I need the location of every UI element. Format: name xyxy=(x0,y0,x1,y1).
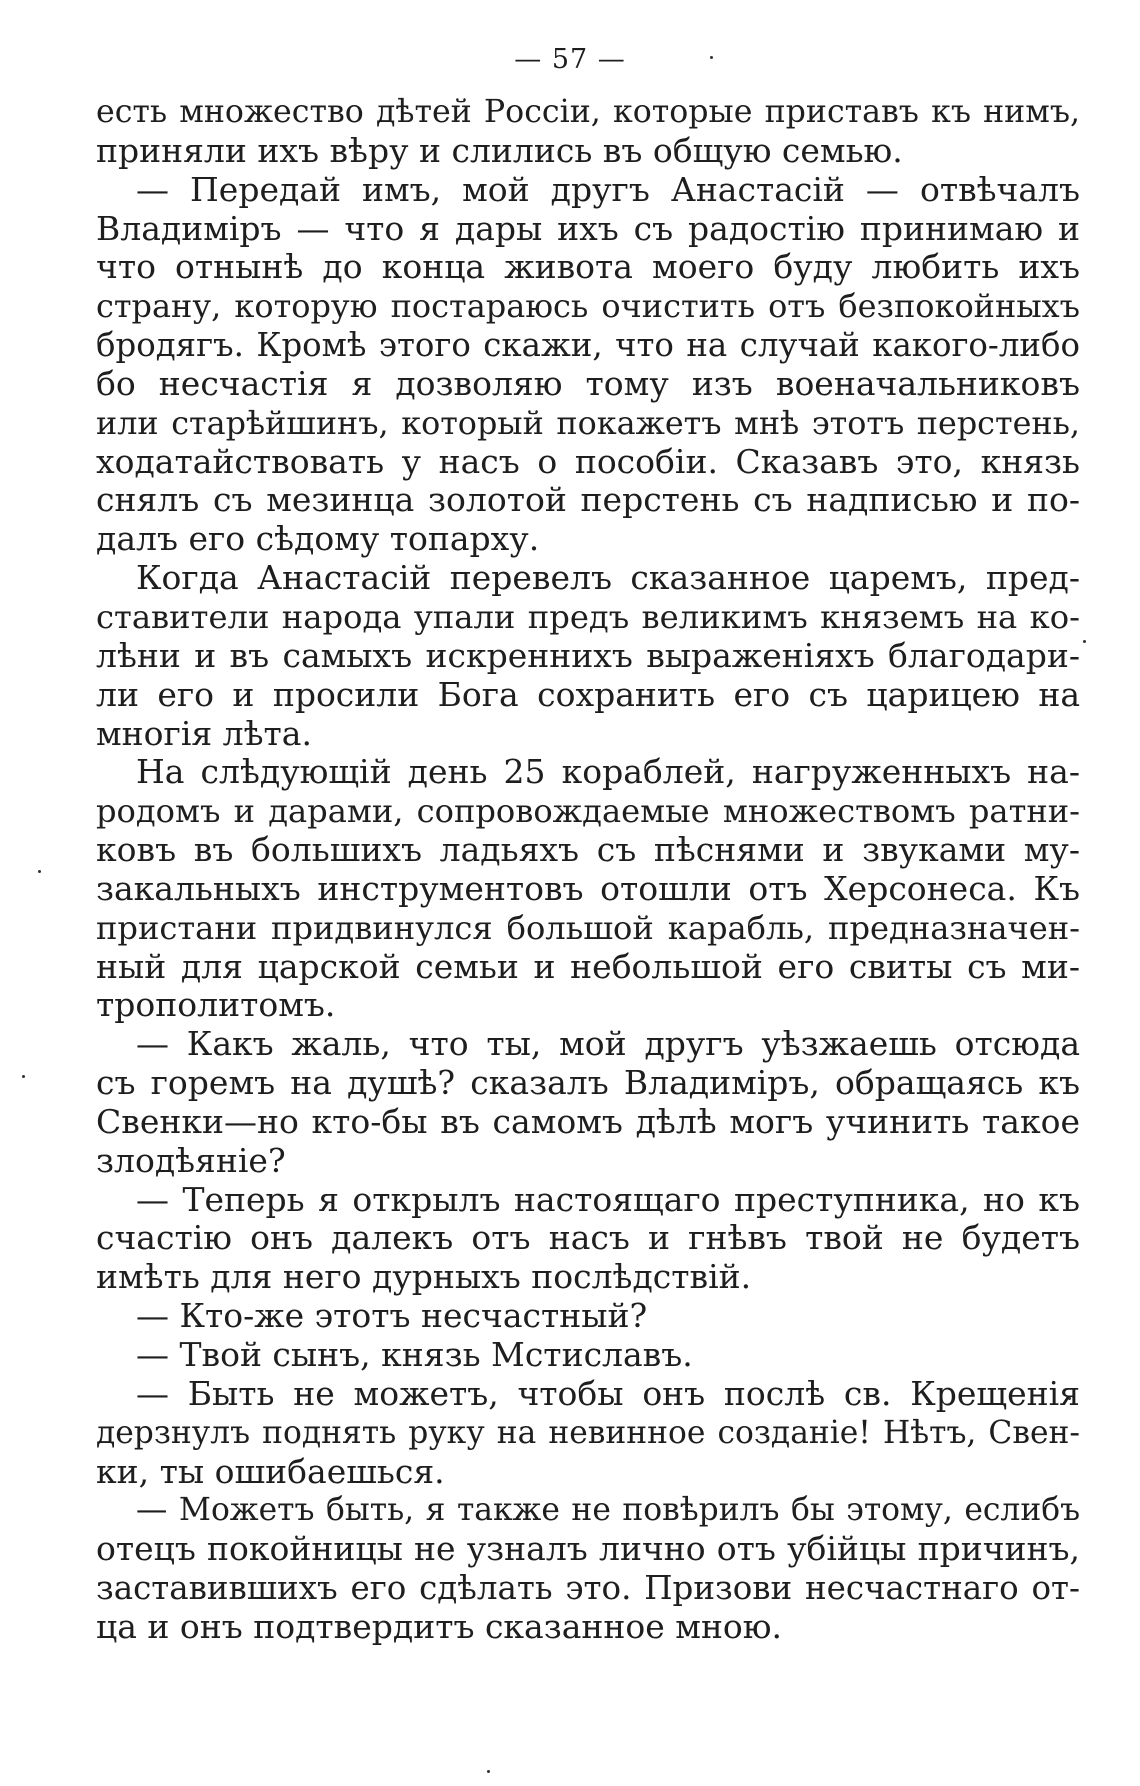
text-line: пристани придвинулся большой карабль, предназначен- xyxy=(96,908,1080,947)
text-line: Когда Анастасій перевелъ сказанное царемъ, пред- xyxy=(136,558,1080,598)
text-line: имѣть для него дурныхъ послѣдствій. xyxy=(96,1257,752,1297)
text-line: страну, которую постараюсь очистить отъ безпокойныхъ xyxy=(96,287,1080,326)
print-speck xyxy=(487,1770,490,1773)
text-line: ки, ты ошибаешься. xyxy=(96,1451,445,1491)
text-line: ли его и просили Бога сохранить его съ царицею на xyxy=(96,674,1080,714)
text-line: — Кто-же этотъ несчастный? xyxy=(136,1296,648,1336)
text-line: ковъ въ большихъ ладьяхъ съ пѣснями и звуками му- xyxy=(96,830,1080,870)
text-line: дерзнулъ поднять руку на невинное созданіе! Нѣтъ, Свен- xyxy=(96,1414,1080,1451)
text-line: счастію онъ далекъ отъ насъ и гнѣвъ твой не будетъ xyxy=(96,1218,1080,1258)
text-line: снялъ съ мезинца золотой перстень съ надписью и по- xyxy=(96,480,1080,520)
text-line: родомъ и дарами, сопровождаемые множествомъ ратни- xyxy=(96,792,1080,831)
print-speck xyxy=(1083,640,1086,643)
print-speck xyxy=(38,870,41,873)
text-line: лѣни и въ самыхъ искреннихъ выраженіяхъ благодари- xyxy=(96,635,1080,675)
text-line: ца и онъ подтвердитъ сказанное мною. xyxy=(96,1606,783,1646)
print-speck xyxy=(710,56,713,59)
text-line: приняли ихъ вѣру и слились въ общую семью. xyxy=(96,130,903,170)
text-line: или старѣйшинъ, который покажетъ мнѣ этотъ перстень, xyxy=(96,403,1080,442)
text-line: — Можетъ быть, я также не повѣрилъ бы этому, еслибъ xyxy=(136,1492,1080,1529)
text-line: есть множество дѣтей Россіи, которые приставъ къ нимъ, xyxy=(96,94,1080,130)
text-line: трополитомъ. xyxy=(96,985,336,1025)
text-line: злодѣяніе? xyxy=(96,1140,286,1180)
text-line: ходатайствовать у насъ о пособіи. Сказавъ это, князь xyxy=(96,441,1080,481)
text-line: многія лѣта. xyxy=(96,713,312,753)
text-line: Свенки—но кто-бы въ самомъ дѣлѣ могъ учинить такое xyxy=(96,1101,1080,1141)
text-line: — Быть не можетъ, чтобы онъ послѣ св. Крещенія xyxy=(136,1373,1080,1413)
text-line: На слѣдующій день 25 кораблей, нагруженныхъ на- xyxy=(136,752,1080,792)
text-line: — Какъ жаль, что ты, мой другъ уѣзжаешь отсюда xyxy=(136,1024,1080,1064)
text-line: отецъ покойницы не узналъ лично отъ убійцы причинъ, xyxy=(96,1529,1080,1569)
text-line: заставившихъ его сдѣлать это. Призови несчастнаго от- xyxy=(96,1569,1080,1608)
text-line: далъ его сѣдому топарху. xyxy=(96,519,540,559)
text-line: Владиміръ — что я дары ихъ съ радостію принимаю и xyxy=(96,208,1080,248)
print-speck xyxy=(22,1075,25,1078)
text-line: — Передай имъ, мой другъ Анастасій — отвѣчалъ xyxy=(136,169,1080,209)
text-line: ставители народа упали предъ великимъ княземъ на ко- xyxy=(96,597,1080,636)
text-line: закальныхъ инструментовъ отошли отъ Херсонеса. Къ xyxy=(96,868,1080,908)
text-line: бо несчастія я дозволяю тому изъ военачальниковъ xyxy=(96,363,1080,403)
page-number: — 57 — xyxy=(514,44,626,75)
text-line: съ горемъ на душѣ? сказалъ Владиміръ, обращаясь къ xyxy=(96,1063,1080,1103)
text-line: бродягъ. Кромѣ этого скажи, что на случай какого-либо xyxy=(96,326,1080,365)
text-line: — Теперь я открылъ настоящаго преступника, но къ xyxy=(136,1179,1080,1219)
text-line: ный для царской семьи и небольшой его свиты съ ми- xyxy=(96,946,1080,986)
text-line: что отнынѣ до конца живота моего буду любить ихъ xyxy=(96,247,1080,287)
body-text xyxy=(96,93,1080,1647)
text-line: — Твой сынъ, князь Мстиславъ. xyxy=(136,1335,693,1374)
